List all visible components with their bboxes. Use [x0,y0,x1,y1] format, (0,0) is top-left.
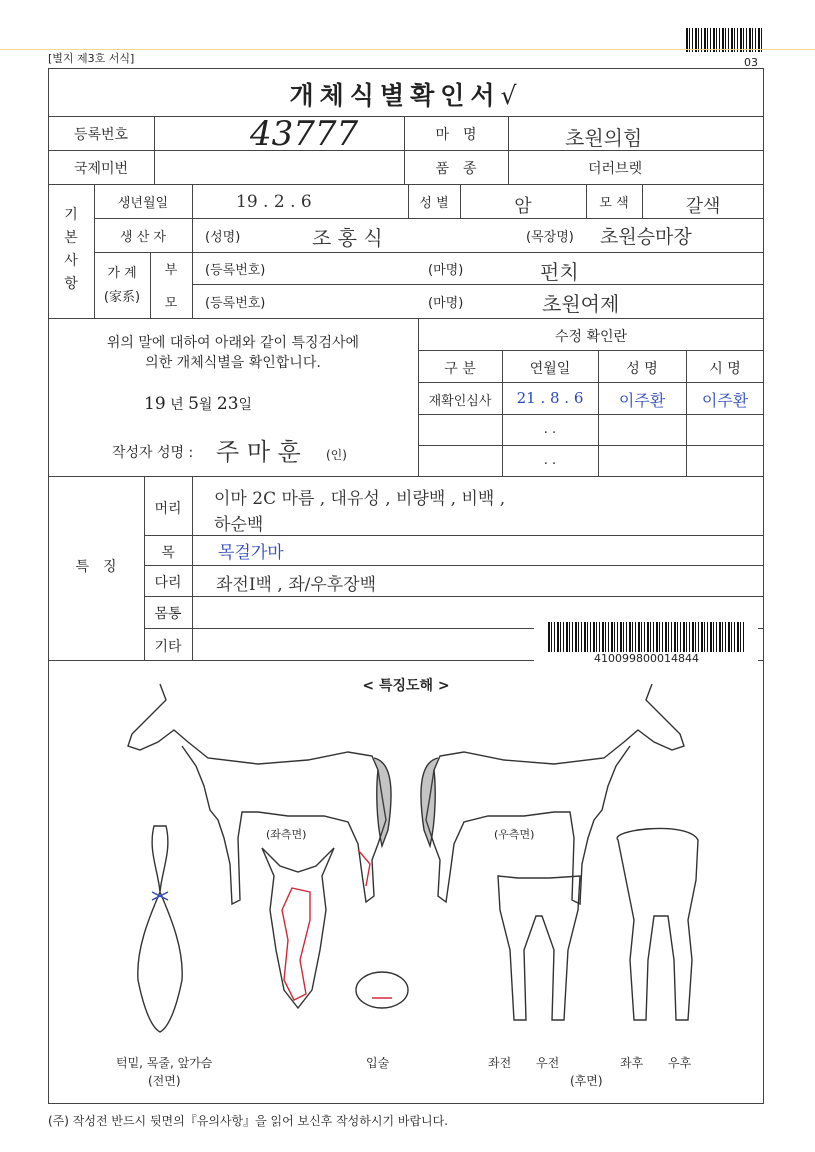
barcode-number: 410099800014844 [594,652,699,665]
left-horse-tail [374,758,391,846]
neck-front-view [138,826,182,1032]
basic-section-label [48,204,94,296]
reg-no-label: 등록번호 [73,127,129,143]
features-section-label: 특 징 [75,559,117,575]
revision-header-date: 연월일 [529,361,571,377]
date-year-unit: 년 [170,397,184,413]
date-year: 19 [144,394,166,414]
rule [94,252,764,253]
rule [144,535,764,536]
rule [48,318,764,319]
rule [154,116,155,184]
rear-left-label: 좌후 [620,1056,644,1070]
form-number: [별지 제3호 서식] [48,52,135,65]
revision-header-type: 구 분 [444,361,476,377]
confirm-date [144,394,252,414]
rule [94,218,764,219]
rule [418,414,764,415]
horse-diagram [48,660,764,1080]
intl-no-label: 국제미번 [73,161,129,177]
color-value: 갈색 [685,196,721,217]
breed-value: 더러브렛 [588,161,643,177]
dam-regno-label: (등록번호) [205,296,266,311]
breeder-name-value: 조 홍 식 [312,226,383,250]
right-horse-outline [426,684,684,904]
legs-value: 좌전Ⅰ백 , 좌/우후장백 [216,575,377,595]
rear-view [617,828,698,1020]
revision-row-date: 21 . 8 . 6 [516,389,584,407]
rule [418,445,764,446]
footer-note: (주) 작성전 반드시 뒷면의『유의사항』을 읽어 보신후 작성하시기 바랍니다. [48,1114,449,1128]
sire-name-value: 펀치 [540,260,579,284]
front-left-label: 좌전 [488,1056,512,1070]
rule [144,565,764,566]
revision-row-date: . . [543,453,557,468]
body-label: 몸통 [154,606,182,622]
reg-no-value: 43777 [250,114,359,154]
revision-header-sign: 시 명 [709,361,741,377]
front-right-label: 우전 [536,1056,560,1070]
form-title [48,76,764,112]
right-horse-tail [421,758,438,846]
birth-value: 19 . 2 . 6 [236,192,312,212]
family-label: 가 계 [107,266,137,281]
sire-label: 부 [164,263,178,278]
breeder-name-label: (성명) [205,230,241,245]
revision-row-name: 이주환 [618,391,666,410]
sire-regno-label: (등록번호) [205,263,266,278]
left-horse-outline [128,684,386,904]
revision-row-type: 재확인심사 [428,394,492,409]
rule [192,476,193,660]
lip-view [356,972,408,1008]
dam-name-label: (마명) [428,296,464,311]
rule [508,116,509,184]
sex-value: 암 [514,196,532,217]
rule [48,116,764,117]
rule [418,350,764,351]
date-month-unit: 월 [198,397,213,413]
red-marking-head [282,888,310,1000]
neck-value: 목걸가마 [218,543,284,563]
head-value-1: 이마 2C 마름 , 대유성 , 비량백 , 비백 , [214,489,506,509]
form-title-text: 개체식별확인서 [289,81,501,110]
family-hanja: (家系) [103,290,141,305]
front-legs-view [498,876,580,1020]
rule [48,184,764,185]
color-label: 모 색 [599,196,629,211]
diagram-title: < 특징도해 > [362,678,450,694]
farm-value: 초원승마장 [600,226,692,248]
breeder-label: 생 산 자 [120,230,166,245]
front-caption: 턱밑, 목줄, 앞가슴 [116,1056,213,1070]
rule [144,596,764,597]
section-char: 사 [64,253,78,269]
rule [192,184,193,318]
writer-label: 작성자 성명 : [112,445,194,461]
rear-label: (후면) [570,1074,603,1088]
sticker-barcode [548,622,744,652]
rule [48,476,764,477]
writer-seal: (인) [326,448,347,462]
revision-title: 수정 확인란 [554,329,628,345]
front-label: (전면) [148,1074,181,1088]
confirm-text-1: 위의 말에 대하여 아래와 같이 특징검사에 [106,335,360,351]
head-label: 머리 [154,501,182,517]
etc-label: 기타 [154,639,182,655]
date-day: 23 [216,394,239,414]
neck-label: 목 [161,545,175,561]
head-front-view [262,848,334,1008]
title-check-mark: √ [500,81,523,110]
confirm-text-2: 의한 개체식별을 확인합니다. [145,355,321,371]
revision-row-sign: 이주환 [701,391,749,410]
revision-header-name: 성 명 [626,361,658,377]
breed-label: 품 종 [435,161,477,177]
sex-label: 성 별 [419,196,449,211]
section-char: 기 [64,207,78,223]
rule [418,382,764,383]
dam-label: 모 [164,296,178,311]
section-char: 본 [64,230,78,246]
dam-name-value: 초원여제 [542,292,620,316]
farm-label: (목장명) [526,230,574,245]
writer-value: 주 마 훈 [216,438,301,466]
page-number: 03 [744,56,758,69]
head-value-2: 하순백 [214,515,264,535]
horse-name-label: 마 명 [435,127,477,143]
rule [192,284,764,285]
revision-row-date: . . [543,422,557,437]
section-char: 항 [64,276,78,292]
date-month: 5 [188,394,199,414]
rear-right-label: 우후 [668,1056,692,1070]
legs-label: 다리 [154,575,182,591]
horse-name-value: 초원의힘 [565,126,643,150]
sire-name-label: (마명) [428,263,464,278]
right-side-label: (우측면) [494,828,535,841]
birth-label: 생년월일 [117,196,169,211]
left-side-label: (좌측면) [266,828,307,841]
rule [48,150,764,151]
date-day-unit: 일 [238,397,253,413]
lip-label: 입술 [366,1056,390,1070]
